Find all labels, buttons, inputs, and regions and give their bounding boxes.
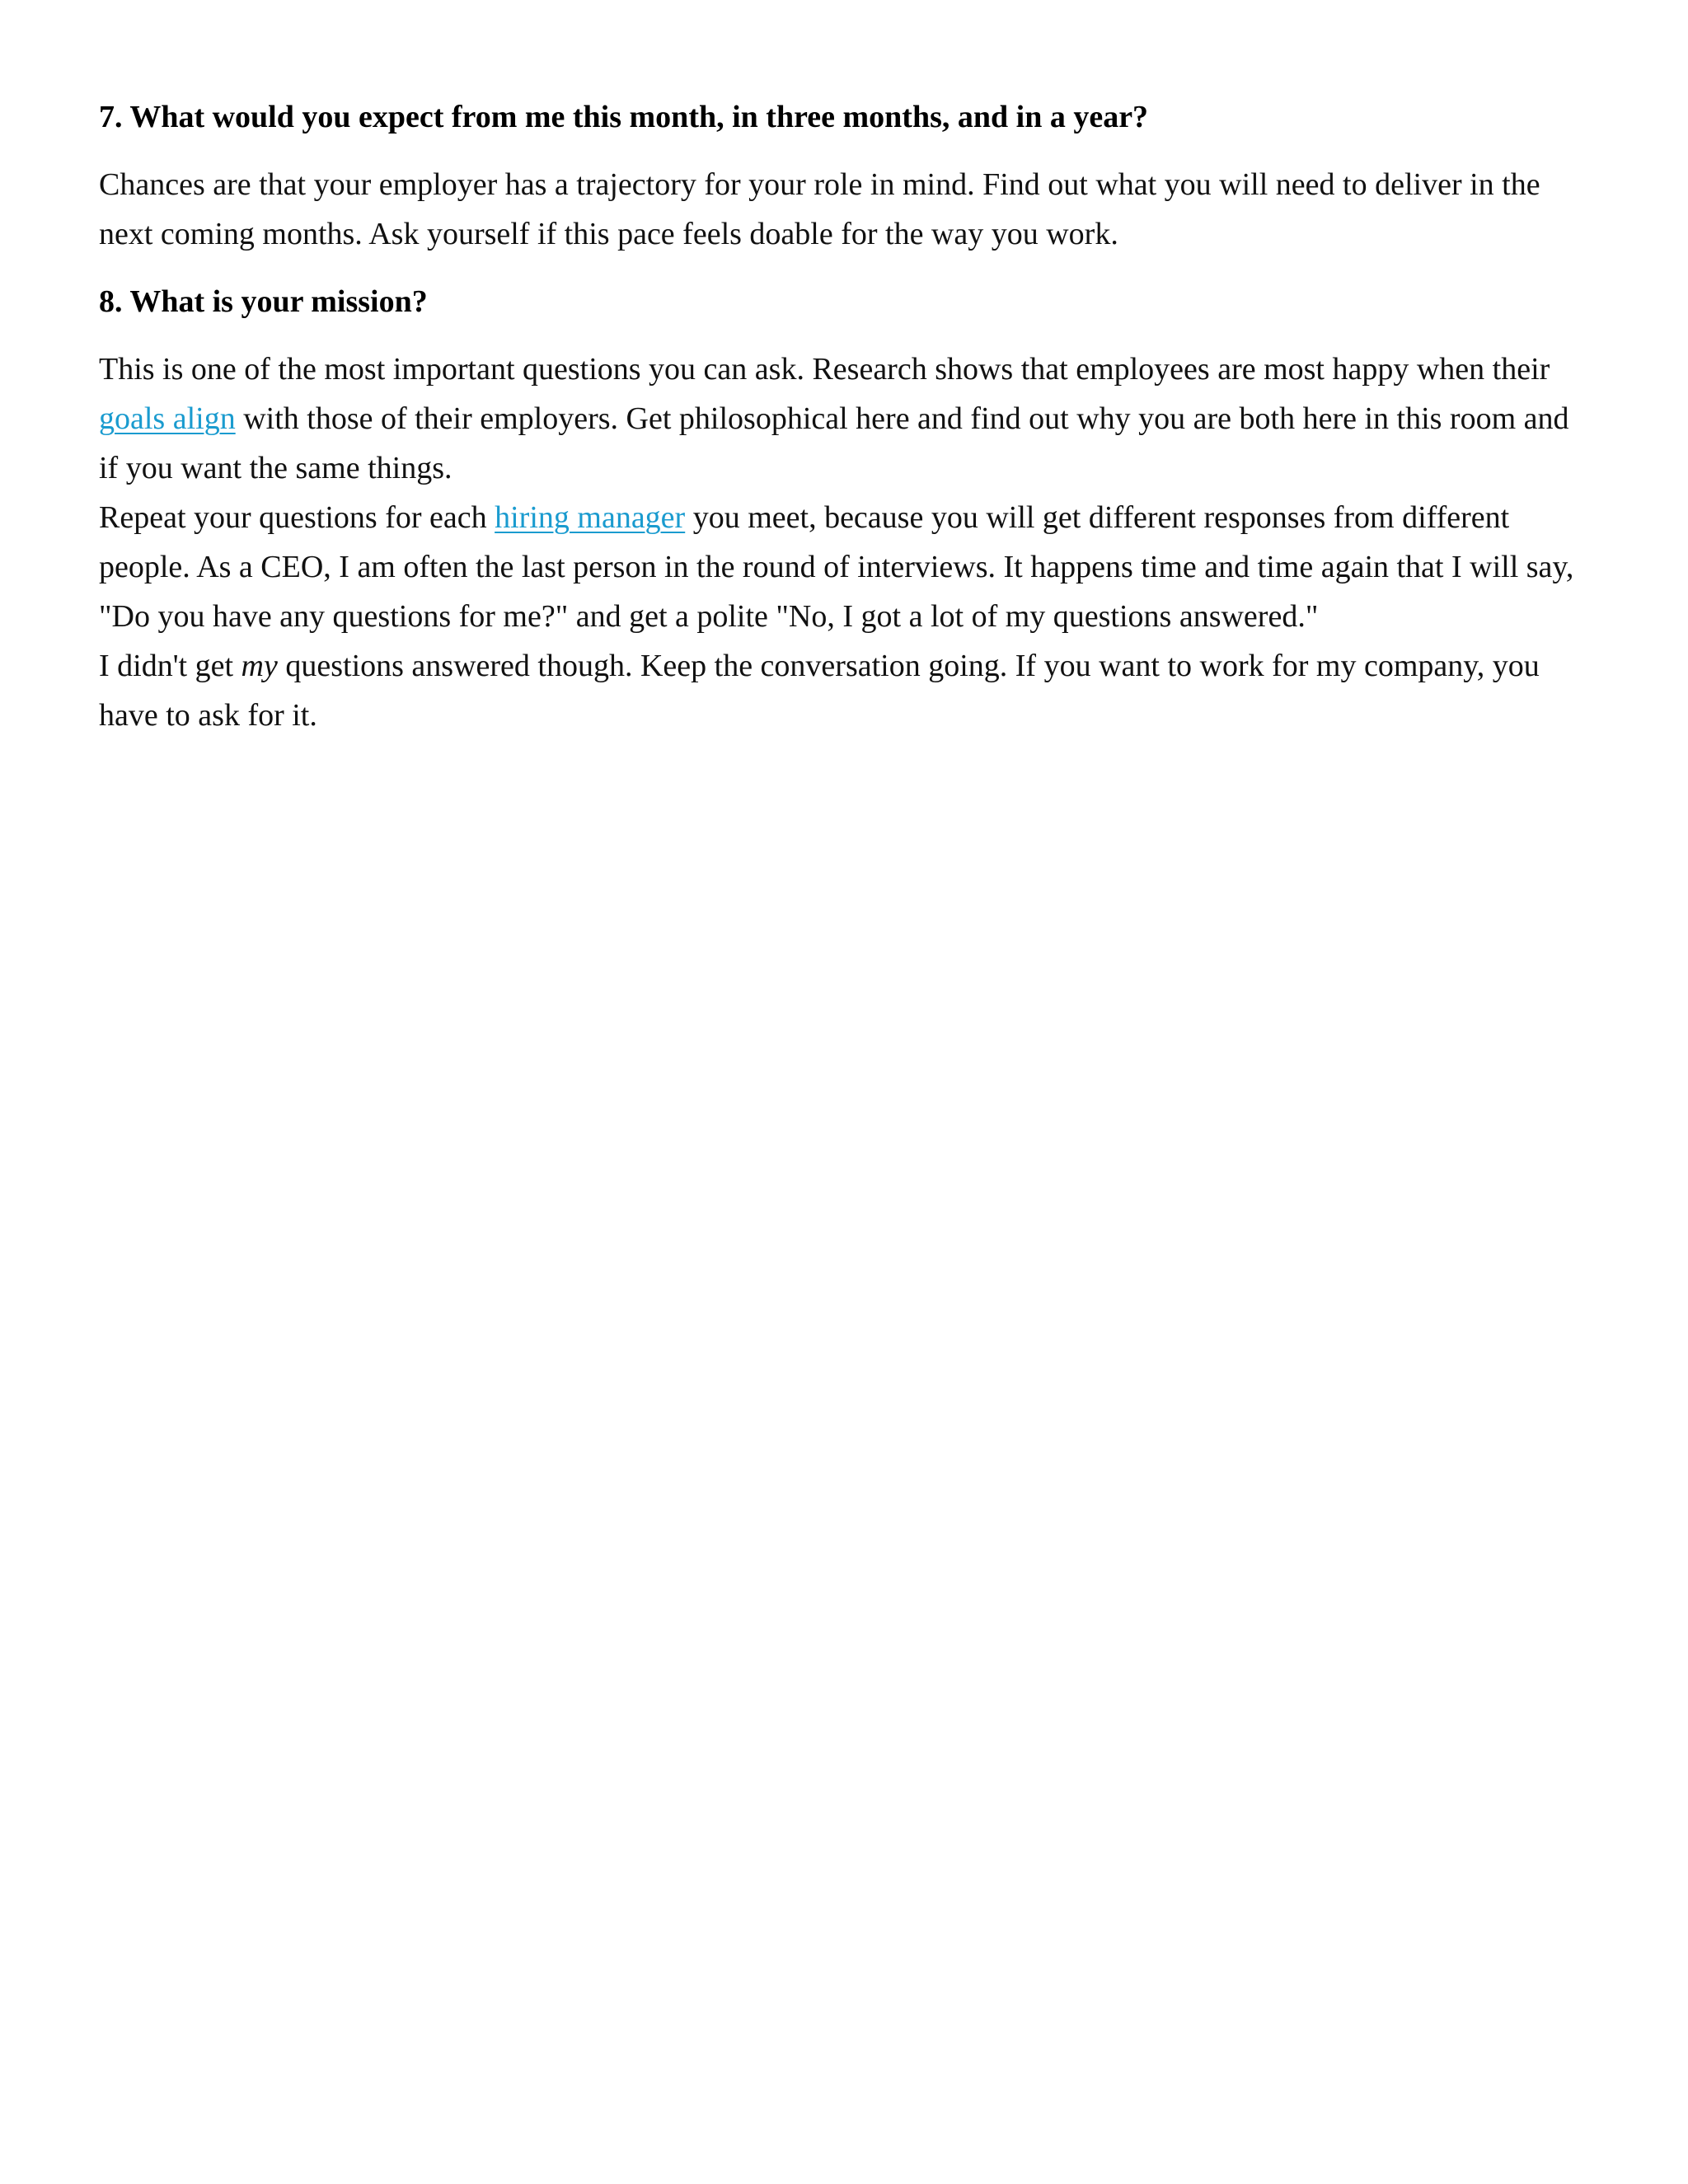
paragraph-text: Repeat your questions for each — [99, 500, 495, 535]
paragraph-text: I didn't get — [99, 649, 241, 683]
paragraph-text: with those of their employers. Get philosophical here and find out why you are both here in this room and if you want the same things. — [99, 401, 1569, 485]
paragraph-text: questions answered though. Keep the conversation going. If you want to work for my company, you have to ask for it. — [99, 649, 1540, 733]
section-7-heading: 7. What would you expect from me this month, in three months, and in a year? — [99, 100, 1149, 134]
section-8-paragraph-1 — [99, 344, 1574, 493]
document-page — [99, 92, 1574, 740]
paragraph-text: you meet, because you will get different responses from different people. As a CEO, I am often the last person in the round of interviews. It happens time and time again that I will say, "Do you have any questions for me?" and get a polite "No, I got a lot of my questions answered." — [99, 500, 1574, 634]
hiring-manager-link[interactable]: hiring manager — [495, 500, 686, 535]
emphasis-my: my — [241, 649, 278, 683]
section-8-heading: 8. What is your mission? — [99, 284, 428, 319]
paragraph-text: This is one of the most important questions you can ask. Research shows that employees are most happy when their — [99, 352, 1550, 387]
section-8-paragraph-3 — [99, 641, 1574, 740]
section-7-body: Chances are that your employer has a trajectory for your role in mind. Find out what you will need to deliver in the next coming months. Ask yourself if this pace feels doable for the way you work. — [99, 167, 1540, 251]
section-8-paragraph-2 — [99, 493, 1574, 641]
goals-align-link[interactable]: goals align — [99, 401, 236, 436]
